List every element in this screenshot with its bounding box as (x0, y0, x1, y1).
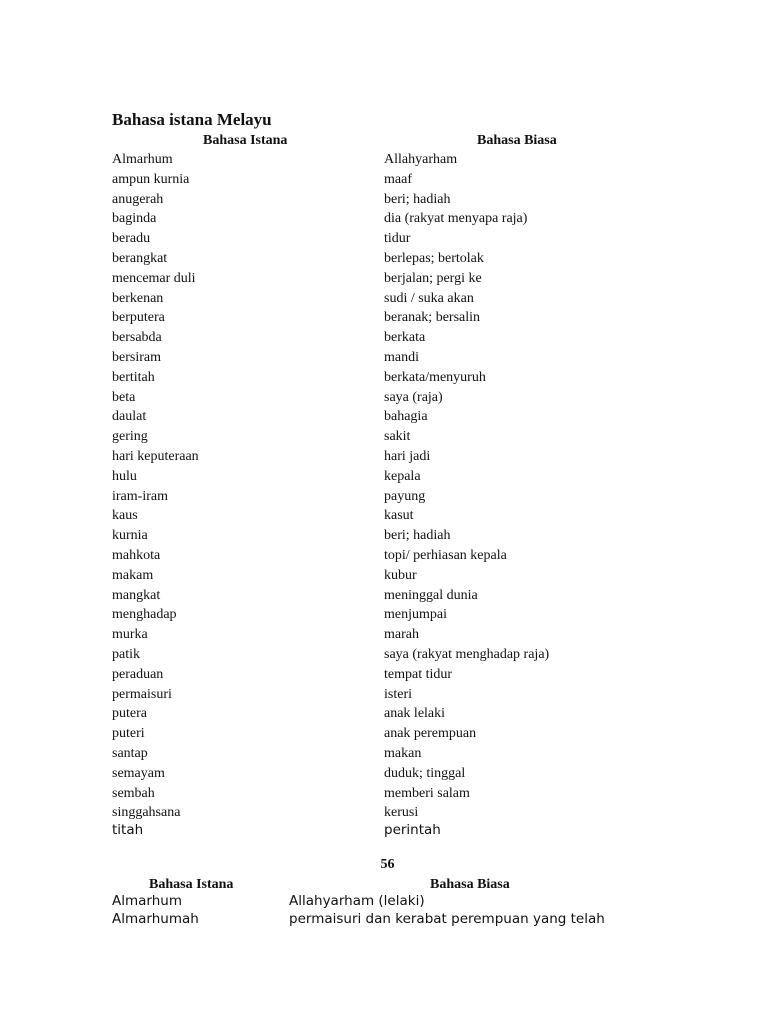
biasa-term: menjumpai (384, 607, 447, 623)
table-row (0, 271, 768, 291)
istana-term: santap (112, 745, 148, 761)
biasa-term: tempat tidur (384, 666, 453, 682)
istana-term: murka (112, 627, 148, 643)
biasa-term: topi/ perhiasan kepala (384, 547, 507, 563)
table-row (0, 508, 768, 528)
biasa-term: berkata/menyuruh (384, 369, 486, 385)
table-row (0, 627, 768, 647)
page-number: 56 (380, 857, 395, 872)
istana-term: menghadap (112, 607, 177, 623)
table-row (0, 192, 768, 212)
document-title: Bahasa istana Melayu (112, 110, 272, 129)
biasa-term: beri; hadiah (384, 528, 451, 544)
column-header-bahasa-biasa: Bahasa Biasa (477, 133, 557, 148)
table-row (0, 911, 768, 929)
table-row (0, 390, 768, 410)
table-row (0, 449, 768, 469)
biasa-term: anak perempuan (384, 726, 477, 742)
biasa-term: perintah (384, 822, 441, 839)
biasa-term: kepala (384, 468, 421, 484)
glossary-table-continued (0, 893, 768, 929)
istana-term: kaus (112, 508, 138, 524)
istana-term: anugerah (112, 191, 164, 207)
istana-term: berangkat (112, 250, 168, 266)
istana-term: makam (112, 567, 154, 583)
table-row (0, 726, 768, 746)
biasa-term: tidur (384, 231, 411, 247)
column-header-bahasa-istana: Bahasa Istana (149, 877, 234, 892)
table-row (0, 893, 768, 911)
table-row (0, 588, 768, 608)
table-row (0, 330, 768, 350)
biasa-term: dia (rakyat menyapa raja) (384, 211, 528, 227)
istana-term: mangkat (112, 587, 161, 603)
istana-term: singgahsana (112, 805, 181, 821)
istana-term: beta (112, 389, 136, 405)
table-row (0, 152, 768, 172)
biasa-term: duduk; tinggal (384, 765, 466, 781)
table-row (0, 647, 768, 667)
istana-term: semayam (112, 765, 165, 781)
table-row (0, 469, 768, 489)
biasa-term: hari jadi (384, 448, 431, 464)
table-row (0, 746, 768, 766)
table-row (0, 310, 768, 330)
table-row (0, 528, 768, 548)
table-row (0, 211, 768, 231)
biasa-term: memberi salam (384, 785, 470, 801)
istana-term: gering (112, 429, 148, 445)
table-row (0, 489, 768, 509)
istana-term: mencemar duli (112, 270, 196, 286)
biasa-term: berlepas; bertolak (384, 250, 484, 266)
table-row (0, 568, 768, 588)
istana-term: daulat (112, 409, 147, 425)
biasa-term: anak lelaki (384, 706, 446, 722)
biasa-term: permaisuri dan kerabat perempuan yang telah (289, 911, 605, 927)
table-row (0, 409, 768, 429)
table-row (0, 429, 768, 449)
biasa-term: kasut (384, 508, 414, 524)
biasa-term: mandi (384, 349, 419, 365)
biasa-term: saya (rakyat menghadap raja) (384, 646, 550, 662)
istana-term: bertitah (112, 369, 155, 385)
istana-term: Almarhum (112, 152, 173, 167)
istana-term: puteri (112, 726, 145, 742)
istana-term: kurnia (112, 528, 148, 544)
istana-term: patik (112, 646, 140, 662)
istana-term: permaisuri (112, 686, 172, 702)
istana-term: sembah (112, 785, 155, 801)
istana-term: baginda (112, 211, 157, 227)
glossary-table (0, 152, 768, 842)
biasa-term: sudi / suka akan (384, 290, 474, 306)
biasa-term: beri; hadiah (384, 191, 451, 207)
table-row (0, 172, 768, 192)
istana-term: hari keputeraan (112, 448, 199, 464)
table-row (0, 548, 768, 568)
table-row (0, 786, 768, 806)
istana-term: hulu (112, 468, 137, 484)
table-row (0, 350, 768, 370)
biasa-term: saya (raja) (384, 389, 443, 405)
table-row (0, 291, 768, 311)
biasa-term: makan (384, 745, 422, 761)
column-header-bahasa-biasa: Bahasa Biasa (430, 877, 510, 892)
biasa-term: berkata (384, 330, 426, 346)
biasa-term: isteri (384, 686, 412, 702)
istana-term: berputera (112, 310, 165, 326)
biasa-term: Allahyarham (lelaki) (289, 893, 425, 909)
istana-term: beradu (112, 231, 151, 247)
biasa-term: berjalan; pergi ke (384, 270, 482, 286)
biasa-term: kubur (384, 567, 417, 583)
biasa-term: marah (384, 627, 419, 643)
table-row (0, 805, 768, 822)
istana-term: iram-iram (112, 488, 168, 504)
biasa-term: meninggal dunia (384, 587, 478, 603)
biasa-term: Allahyarham (384, 152, 458, 167)
table-row (0, 687, 768, 707)
istana-term: titah (112, 822, 144, 839)
biasa-term: maaf (384, 171, 412, 187)
biasa-term: bahagia (384, 409, 428, 425)
biasa-term: kerusi (384, 805, 419, 821)
istana-term: mahkota (112, 547, 161, 563)
biasa-term: payung (384, 488, 426, 504)
table-row (0, 251, 768, 271)
biasa-term: sakit (384, 429, 411, 445)
istana-term: bersabda (112, 330, 162, 346)
table-row (0, 231, 768, 251)
istana-term: berkenan (112, 290, 164, 306)
table-row (0, 822, 768, 842)
istana-term: Almarhum (112, 893, 182, 909)
istana-term: putera (112, 706, 147, 722)
table-row (0, 706, 768, 726)
istana-term: bersiram (112, 349, 161, 365)
table-row (0, 607, 768, 627)
table-row (0, 370, 768, 390)
istana-term: Almarhumah (112, 911, 199, 927)
istana-term: ampun kurnia (112, 171, 190, 187)
istana-term: peraduan (112, 666, 164, 682)
table-row (0, 766, 768, 786)
biasa-term: beranak; bersalin (384, 310, 481, 326)
table-row (0, 667, 768, 687)
column-header-bahasa-istana: Bahasa Istana (203, 133, 288, 148)
